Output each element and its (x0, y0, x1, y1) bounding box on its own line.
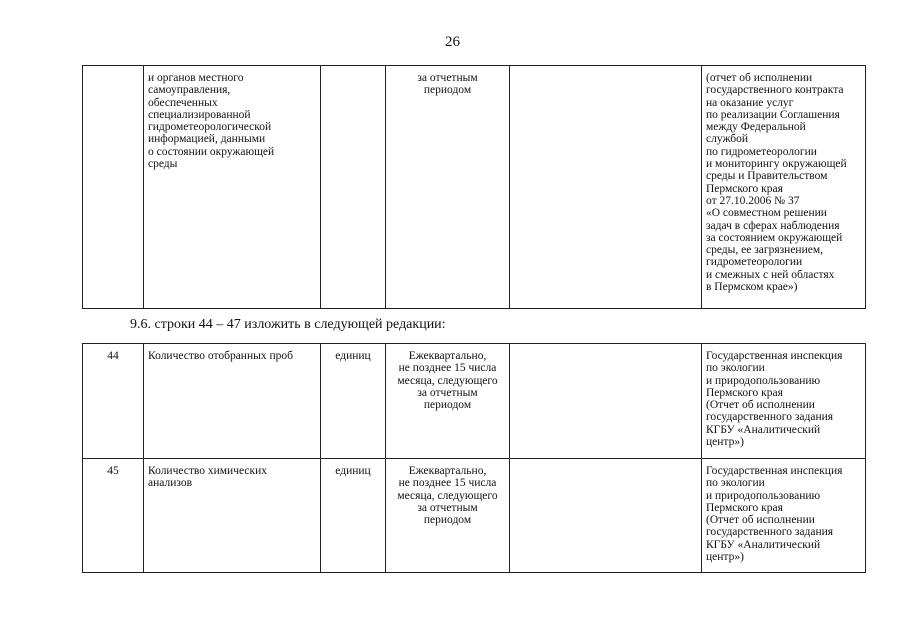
period-cell (386, 344, 510, 459)
row-number-cell: 44 (83, 344, 144, 459)
text-line: Количество химических (148, 465, 267, 477)
text-line: и смежных с ней областях (706, 268, 835, 281)
text-line: среды и Правительством (706, 170, 828, 183)
period-cell (386, 66, 510, 309)
text-line: гидрометеорологии (706, 256, 803, 269)
text-line: о состоянии окружающей (148, 145, 275, 158)
text-line: и органов местного (148, 72, 244, 84)
text-line: по реализации Соглашения (706, 108, 840, 121)
text-line: среды, ее загрязнением, (706, 244, 823, 257)
text-line: периодом (423, 84, 472, 97)
text-line: задач в сферах наблюдения (706, 219, 840, 232)
empty-cell (510, 66, 702, 309)
text-line: не позднее 15 числа (398, 362, 497, 375)
source-cell (702, 459, 866, 573)
indicator-name-cell (144, 66, 321, 309)
text-line: Пермского края (706, 501, 783, 514)
row-number-cell (83, 66, 144, 309)
source-cell (702, 344, 866, 459)
text-line: Количество отобранных проб (148, 350, 293, 362)
text-line: (отчет об исполнении (706, 72, 813, 84)
text-line: информацией, данными (148, 133, 266, 146)
text-line: месяца, следующего (397, 489, 498, 502)
text-line: службой (706, 133, 748, 146)
indicator-name-cell (144, 344, 321, 459)
text-line: Ежеквартально, (408, 350, 487, 362)
text-line: периодом (423, 514, 472, 527)
text-line: государственного контракта (706, 84, 844, 97)
text-line: гидрометеорологической (148, 121, 272, 134)
text-line: обеспеченных (148, 96, 218, 109)
text-line: за отчетным (417, 501, 478, 514)
empty-cell (510, 459, 702, 573)
table-row (83, 344, 866, 459)
text-line: и природопользованию (706, 374, 821, 387)
amendment-instruction: 9.6. строки 44 – 47 изложить в следующей редакции: (130, 317, 446, 332)
table-row (83, 66, 866, 309)
text-line: Государственная инспекция (706, 350, 843, 362)
text-line: КГБУ «Аналитический (706, 423, 821, 436)
text-line: (Отчет об исполнении (706, 399, 815, 412)
text-line: периодом (423, 399, 472, 412)
text-line: за отчетным (417, 386, 478, 399)
text-line: среды (148, 158, 178, 171)
indicator-name-cell (144, 459, 321, 573)
text-line: Пермского края (706, 182, 783, 195)
unit-cell: единиц (321, 344, 386, 459)
text-line: Государственная инспекция (706, 465, 843, 477)
text-line: за состоянием окружающей (706, 231, 843, 244)
text-line: в Пермском крае») (706, 281, 798, 294)
text-line: по гидрометеорологии (706, 145, 817, 158)
text-line: не позднее 15 числа (398, 477, 497, 490)
text-line: на оказание услуг (706, 96, 794, 109)
text-line: государственного задания (706, 411, 834, 424)
unit-cell: единиц (321, 459, 386, 573)
text-line: по экологии (706, 477, 765, 490)
text-line: по экологии (706, 362, 765, 375)
text-line: от 27.10.2006 № 37 (706, 194, 800, 207)
text-line: анализов (148, 477, 193, 490)
text-line: центр») (706, 551, 744, 564)
text-line: специализированной (148, 108, 251, 121)
text-line: месяца, следующего (397, 374, 498, 387)
source-cell (702, 66, 866, 309)
table-row (83, 459, 866, 573)
text-line: КГБУ «Аналитический (706, 538, 821, 551)
text-line: «О совместном решении (706, 207, 827, 220)
text-line: центр») (706, 436, 744, 449)
indicator-table-continuation (82, 65, 866, 309)
text-line: Пермского края (706, 386, 783, 399)
text-line: Ежеквартально, (408, 465, 487, 477)
text-line: за отчетным (417, 72, 478, 84)
text-line: самоуправления, (148, 84, 231, 97)
text-line: государственного задания (706, 526, 834, 539)
row-number-cell: 45 (83, 459, 144, 573)
text-line: (Отчет об исполнении (706, 514, 815, 527)
text-line: и мониторингу окружающей (706, 158, 847, 171)
text-line: и природопользованию (706, 489, 821, 502)
page-number: 26 (445, 34, 460, 50)
empty-cell (510, 344, 702, 459)
indicator-table (82, 343, 866, 573)
unit-cell (321, 66, 386, 309)
text-line: между Федеральной (706, 121, 806, 134)
period-cell (386, 459, 510, 573)
